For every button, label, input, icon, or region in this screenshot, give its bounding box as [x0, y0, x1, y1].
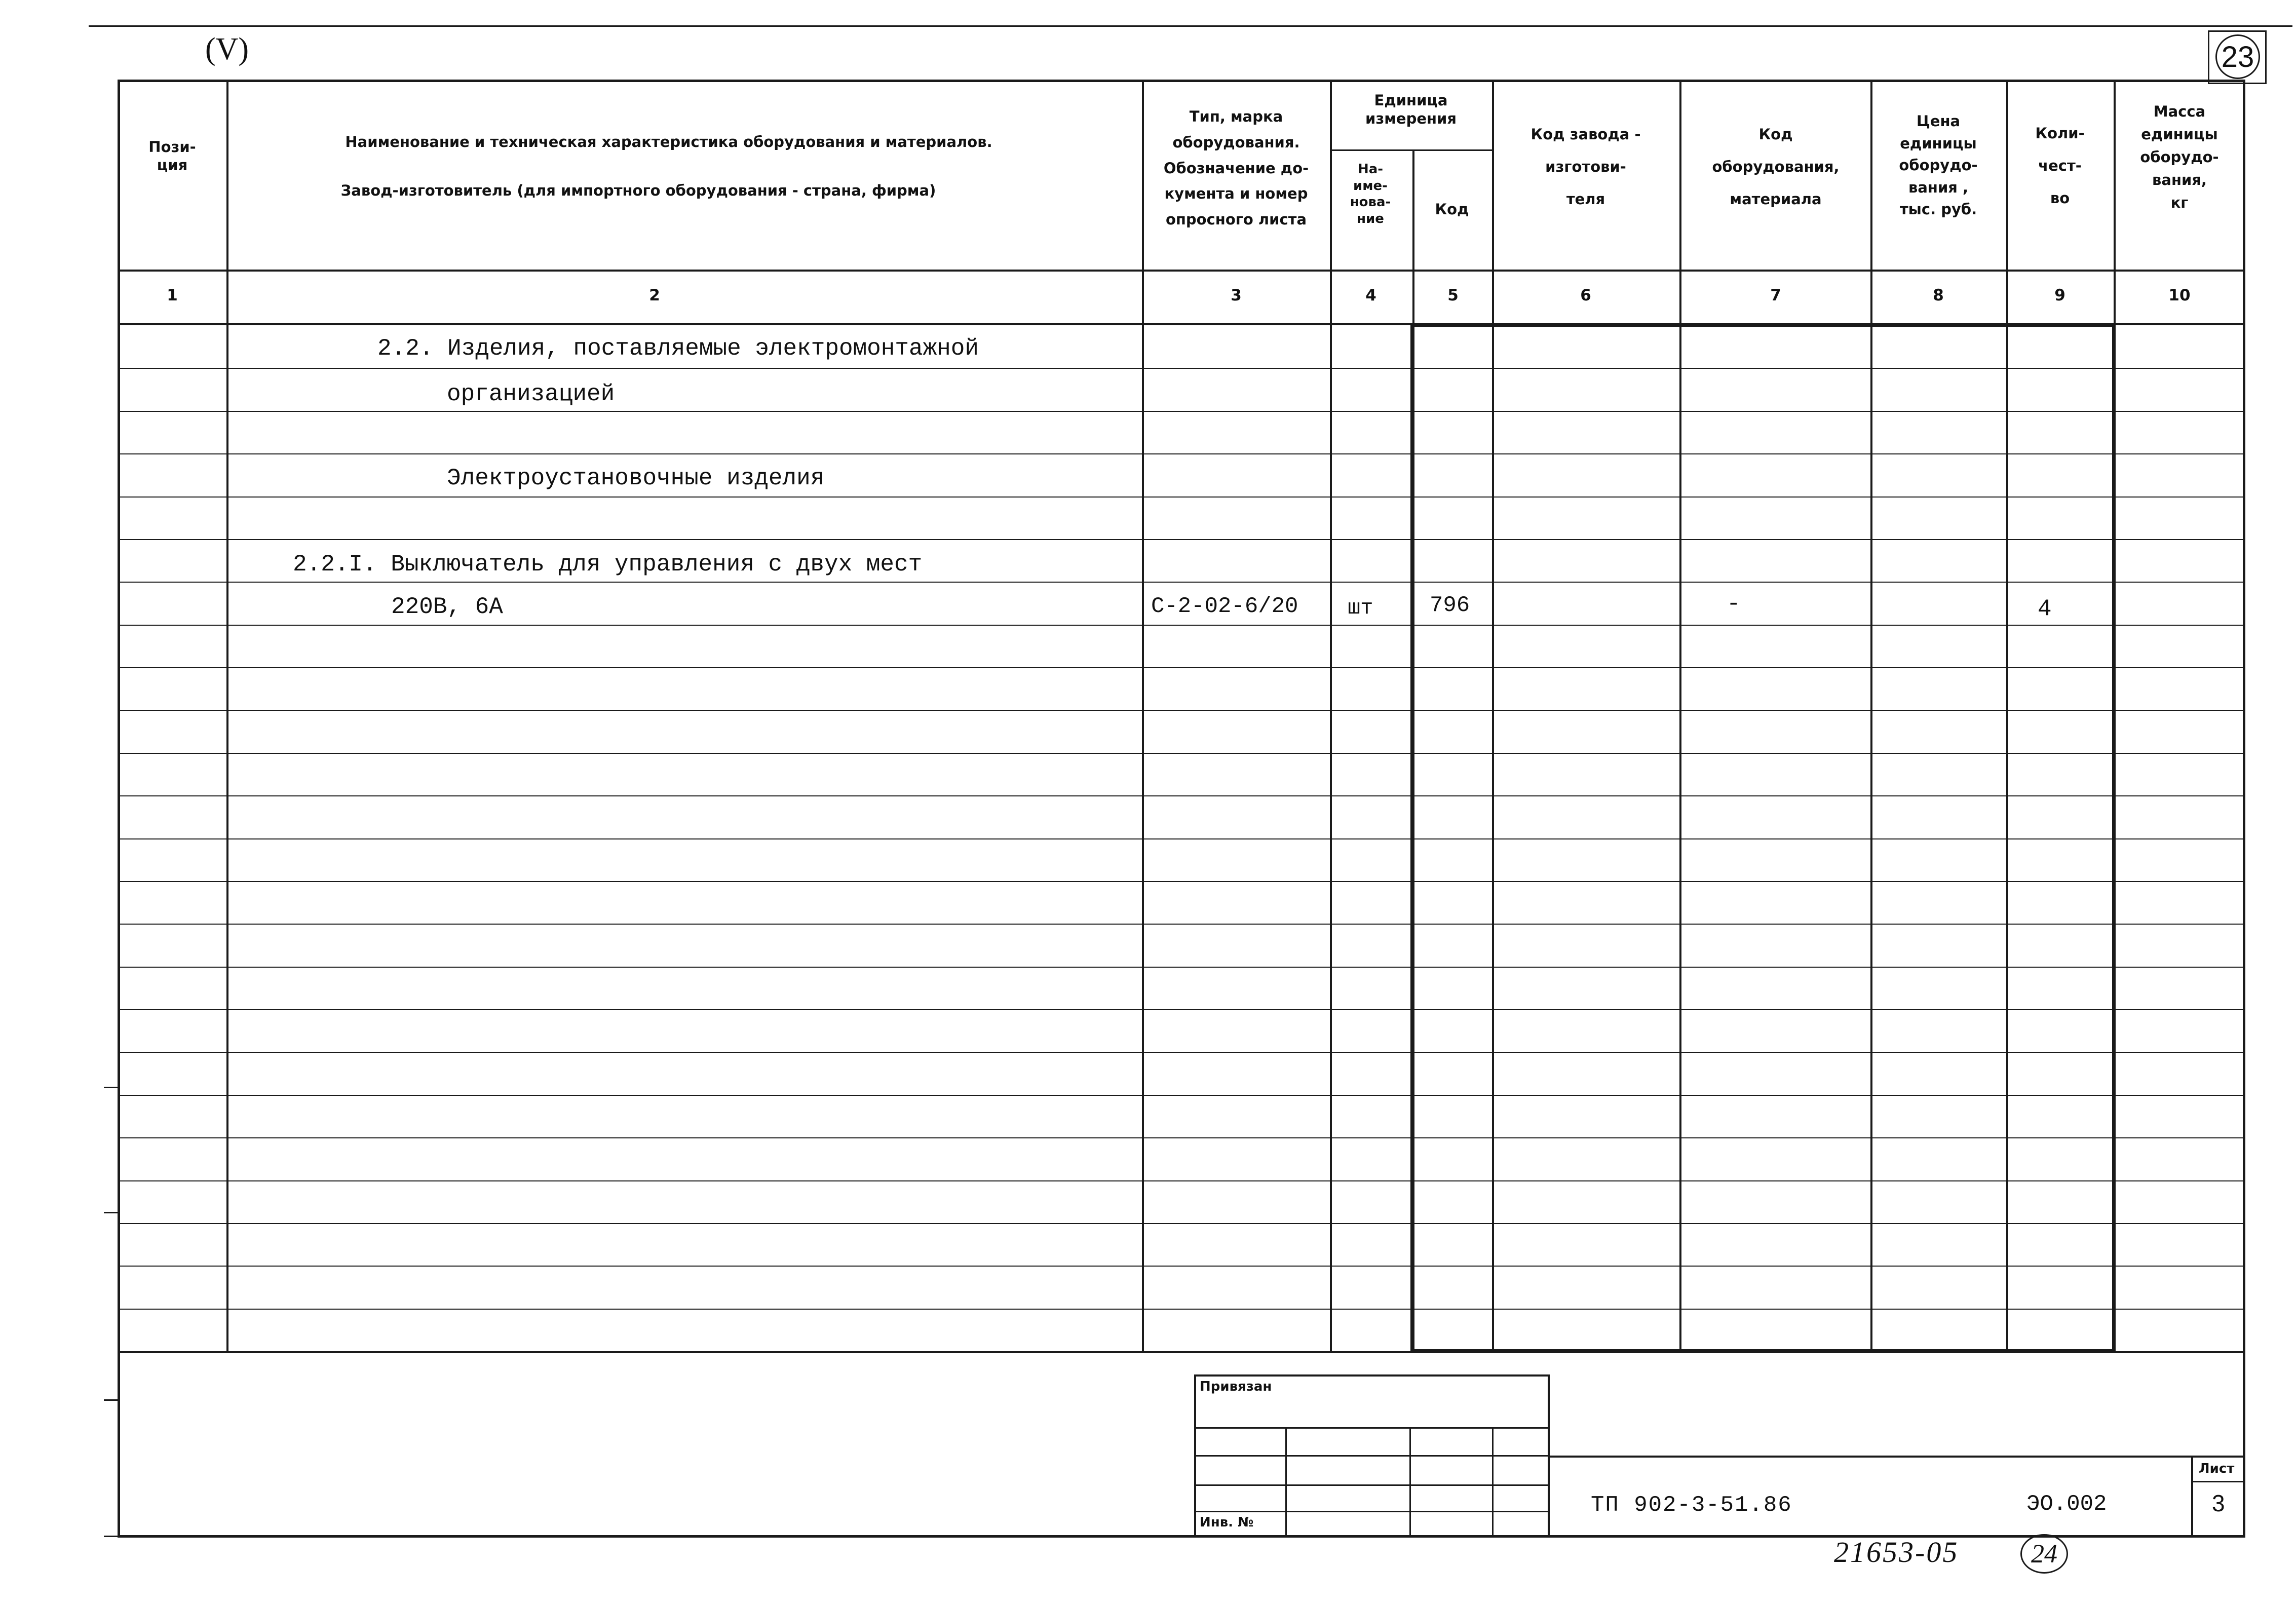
- margin-tick-1: [104, 1087, 119, 1088]
- col-number-10: 10: [2168, 286, 2191, 304]
- table-row-line: [118, 1052, 2245, 1053]
- col-divider-2: [1142, 80, 1144, 1351]
- row-item-equipment-code: -: [1727, 591, 1741, 617]
- col-number-9: 9: [2054, 286, 2065, 304]
- table-row-line: [118, 667, 2245, 668]
- row-section-title-cont: организацией: [447, 381, 615, 407]
- header-name-line1: Наименование и техническая характеристика оборудования и материалов.: [345, 133, 992, 150]
- unit-group-divider: [1330, 149, 1493, 151]
- table-row-line: [118, 496, 2245, 498]
- table-row-line: [118, 795, 2245, 796]
- row-section-title: 2.2. Изделия, поставляемые электромонтажной: [377, 335, 979, 362]
- header-price: Цена единицы оборудо- вания , тыс. руб.: [1899, 112, 1978, 218]
- footer-circle-number: 24: [2020, 1534, 2068, 1574]
- stamp-bound-label: Привязан: [1200, 1379, 1272, 1394]
- margin-tick-2: [104, 1212, 119, 1213]
- header-name-line2: Завод-изготовитель (для импортного оборудования - страна, фирма): [340, 182, 936, 199]
- col-number-8: 8: [1933, 286, 1944, 304]
- stamp-line-2: [1194, 1455, 1550, 1457]
- col-number-2: 2: [649, 286, 660, 304]
- col-number-5: 5: [1447, 286, 1459, 304]
- table-row-line: [118, 881, 2245, 882]
- row-item-name: 2.2.I. Выключатель для управления с двух мест: [293, 551, 923, 578]
- col-number-4: 4: [1365, 286, 1376, 304]
- title-block-sheet-line: [2191, 1481, 2245, 1482]
- highlight-box: [1410, 323, 2116, 1353]
- table-row-line: [118, 625, 2245, 626]
- table-row-line: [118, 838, 2245, 839]
- table-row-line: [118, 1137, 2245, 1138]
- stamp-line-4: [1194, 1511, 1550, 1512]
- table-row-line: [118, 453, 2245, 454]
- stamp-vline-3: [1492, 1427, 1494, 1538]
- table-row-line: [118, 1095, 2245, 1096]
- stamp-line-1: [1194, 1427, 1550, 1429]
- table-row-line: [118, 924, 2245, 925]
- header-unit-group: Единица измерения: [1365, 92, 1457, 128]
- title-block-sheet-divider: [2191, 1456, 2193, 1538]
- header-equipment-code: Код оборудования, материала: [1712, 126, 1840, 208]
- table-row-line: [118, 539, 2245, 540]
- stamp-vline-1: [1285, 1427, 1287, 1538]
- doc-number: ТП 902-3-51.86: [1591, 1493, 1792, 1518]
- table-row-line: [118, 753, 2245, 754]
- table-row-line: [118, 411, 2245, 412]
- section-code: ЭО.002: [2026, 1492, 2107, 1517]
- header-quantity: Коли- чест- во: [2035, 125, 2085, 207]
- col-divider-1: [226, 80, 228, 1351]
- col-number-7: 7: [1770, 286, 1781, 304]
- sheet-number-box: [2208, 30, 2267, 84]
- row-item-unit-code: 796: [1430, 593, 1470, 618]
- stamp-vline-2: [1409, 1427, 1411, 1538]
- table-row-line: [118, 1180, 2245, 1181]
- margin-tick-3: [104, 1399, 119, 1401]
- col-number-3: 3: [1231, 286, 1242, 304]
- header-mass: Масса единицы оборудо- вания, кг: [2140, 103, 2219, 211]
- row-item-unit: шт: [1348, 596, 1373, 620]
- table-row-line: [118, 1223, 2245, 1224]
- table-row-line: [118, 582, 2245, 583]
- sheet-number-circle: 23: [2215, 34, 2260, 79]
- row-item-quantity: 4: [2038, 596, 2052, 622]
- header-unit-name: На- име- нова- ние: [1350, 162, 1391, 226]
- sheet-label: Лист: [2199, 1461, 2235, 1476]
- table-row-line: [118, 368, 2245, 369]
- table-row-line: [118, 1009, 2245, 1010]
- table-row-line: [118, 1351, 2245, 1353]
- footer-handwritten-number: 21653-05: [1834, 1536, 1959, 1569]
- table-row-line: [118, 967, 2245, 968]
- header-factory-code: Код завода - изготови- теля: [1530, 126, 1641, 208]
- table-row-line: [118, 710, 2245, 711]
- col-number-1: 1: [167, 286, 178, 304]
- col-divider-3: [1330, 80, 1332, 1351]
- stamp-line-3: [1194, 1484, 1550, 1486]
- top-border-line: [89, 25, 2292, 27]
- table-row-line: [118, 1266, 2245, 1267]
- title-block-top: [1550, 1456, 2245, 1458]
- row-subsection-title: Электроустановочные изделия: [447, 465, 825, 491]
- table-row-line: [118, 1309, 2245, 1310]
- header-unit-code: Код: [1435, 201, 1469, 218]
- corner-mark: (V): [205, 32, 249, 66]
- header-bottom-line: [118, 270, 2245, 272]
- sheet-number: 3: [2212, 1490, 2225, 1516]
- header-position: Пози- ция: [148, 138, 196, 174]
- row-item-type: С-2-02-6/20: [1151, 594, 1298, 619]
- row-item-spec: 220В, 6А: [391, 594, 503, 620]
- stamp-inv-label: Инв. №: [1200, 1515, 1254, 1530]
- margin-tick-4: [104, 1536, 119, 1537]
- header-type: Тип, марка оборудования. Обозначение до- кумента и номер опросного листа: [1163, 108, 1309, 228]
- col-number-6: 6: [1580, 286, 1591, 304]
